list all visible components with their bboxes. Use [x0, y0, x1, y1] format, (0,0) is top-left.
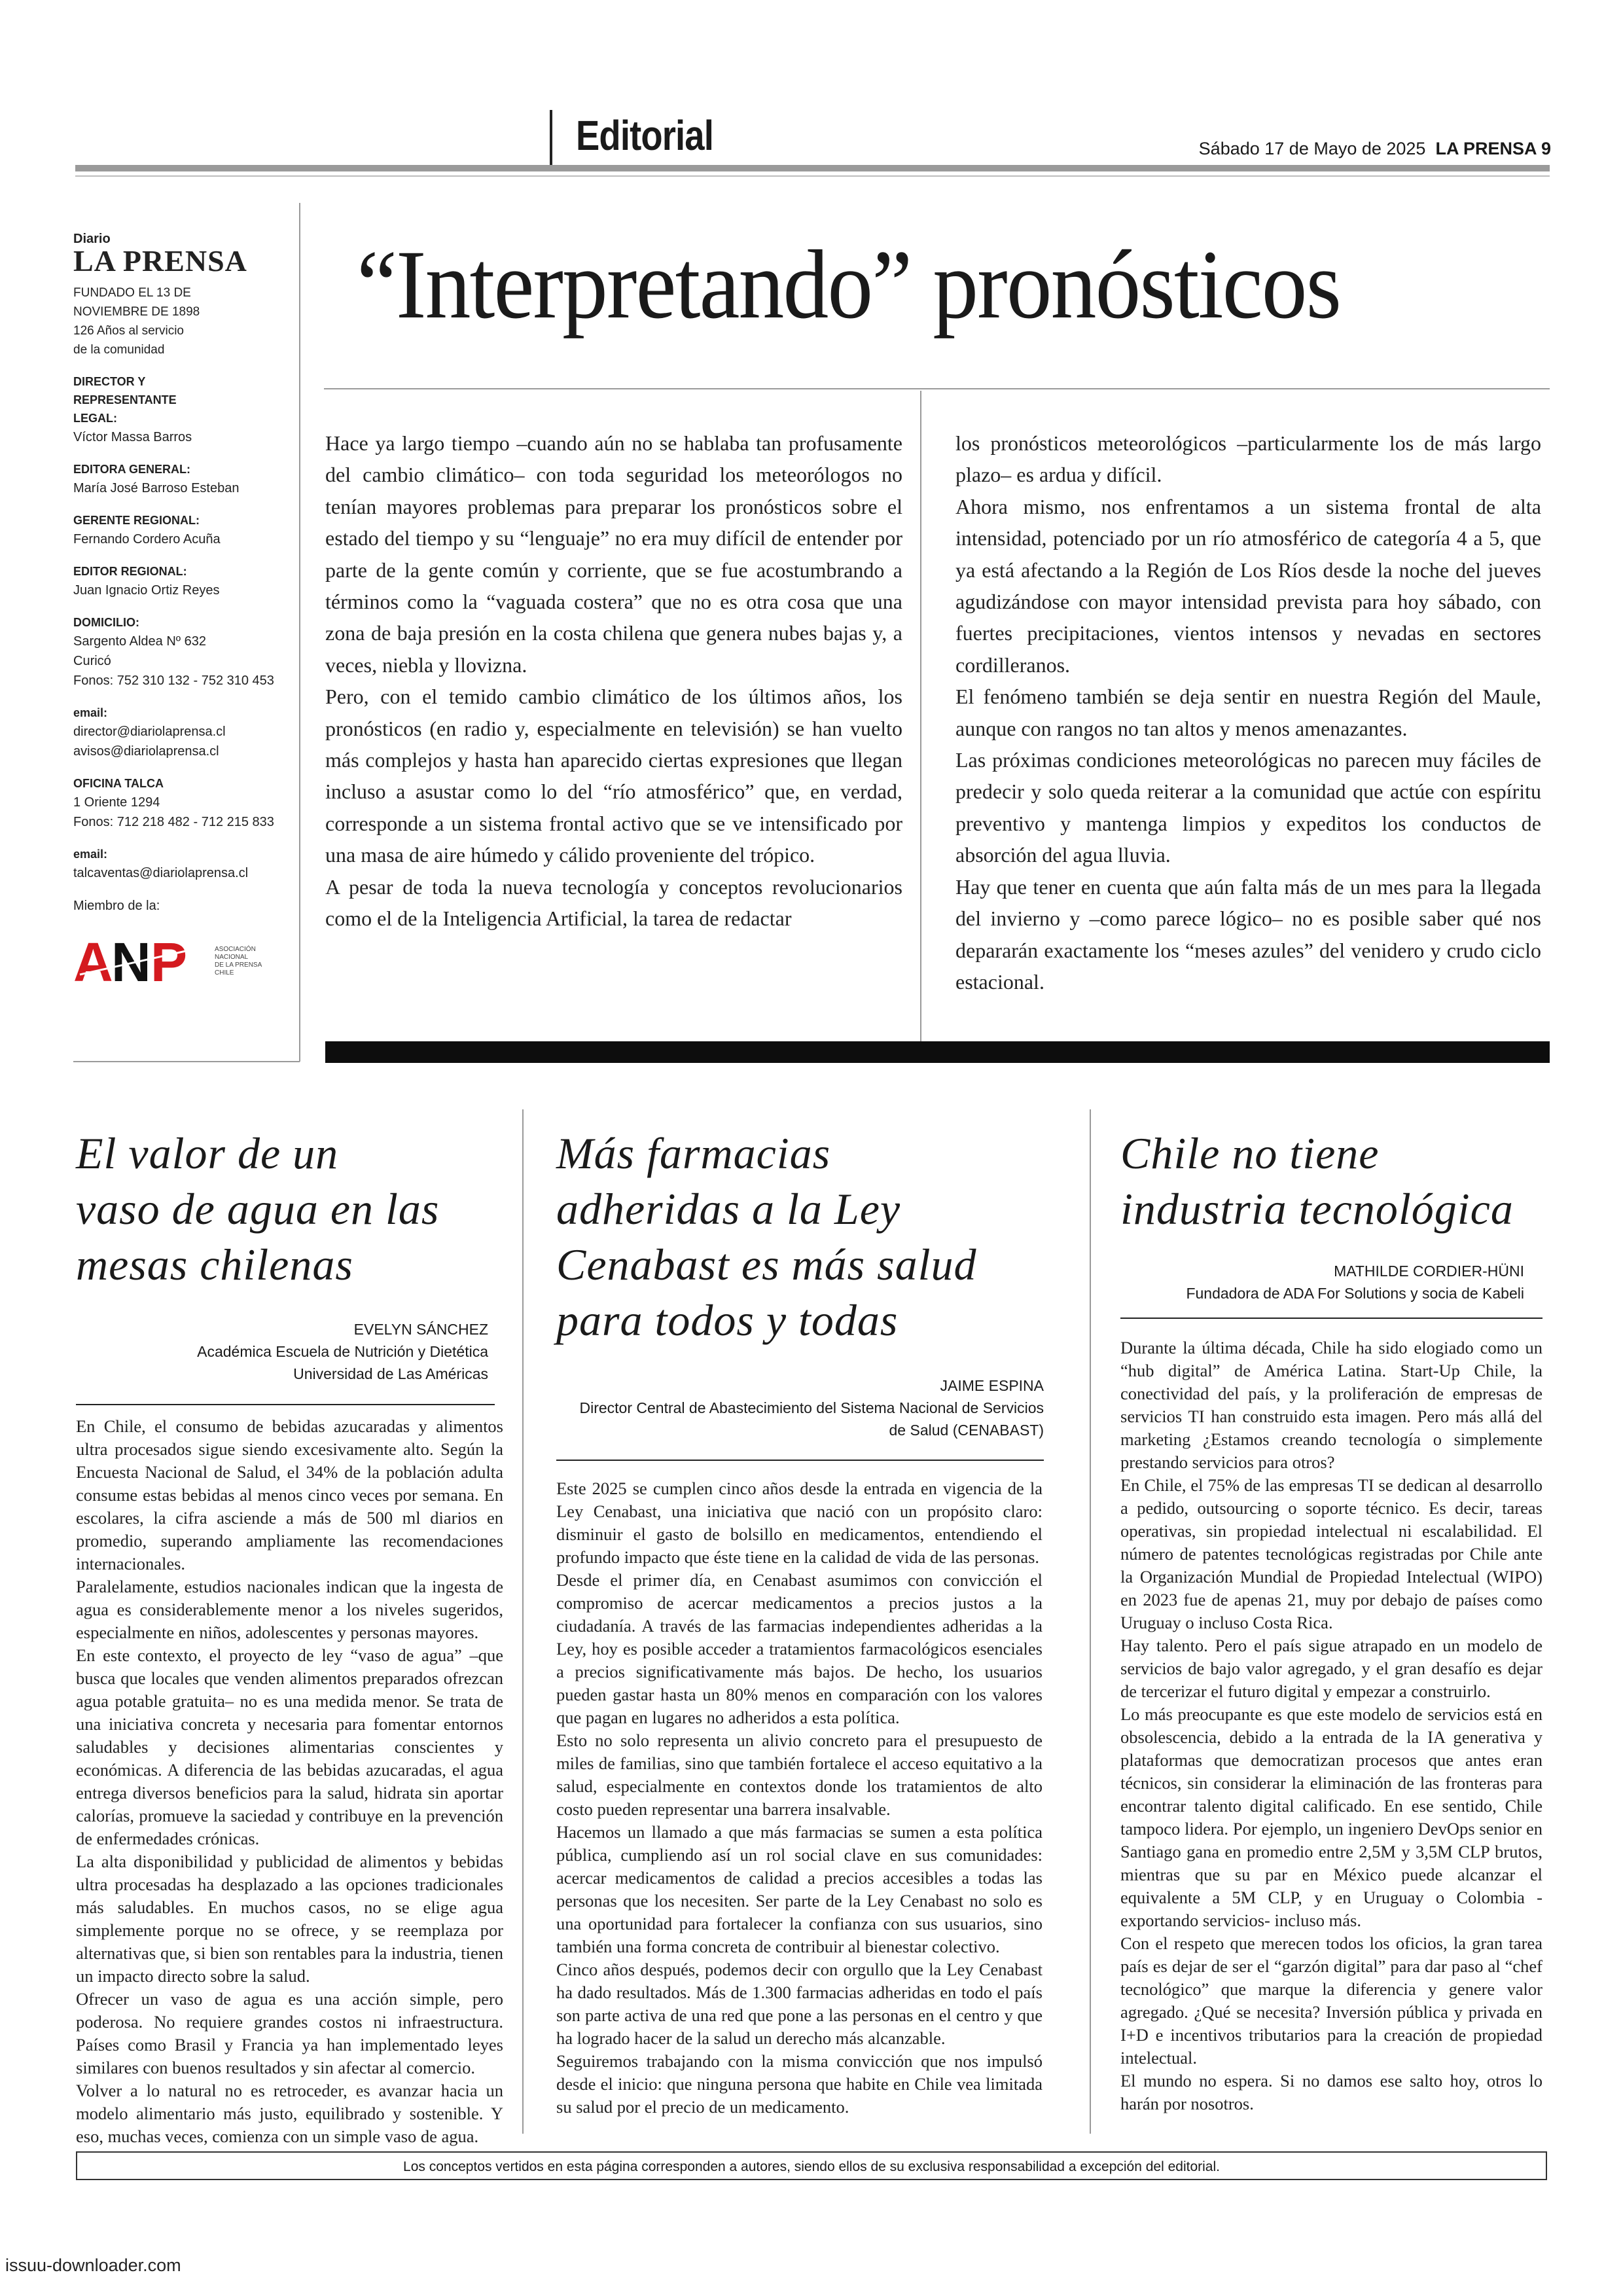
- opinion-3-byline: [1120, 1260, 1524, 1304]
- masthead: [73, 232, 296, 988]
- editor-name: Juan Ignacio Ortiz Reyes: [73, 583, 220, 598]
- paragraph: Hay talento. Pero el país sigue atrapado en un modelo de servicios de bajo valor agregado, y el gran desafío es dejar de tercerizar el futuro digital y empezar a construirlo.: [1120, 1636, 1543, 1701]
- paragraph: El mundo no espera. Si no damos ese salto hoy, otros lo harán por nosotros.: [1120, 2071, 1543, 2113]
- paragraph: Esto no solo representa un alivio concreto para el presupuesto de miles de familias, sino que también fortalece el acceso equitativo a la salud, especialmente en contextos donde los tratamientos de alto costo pueden representar una barrera insalvable.: [556, 1731, 1043, 1819]
- masthead-name: LA PRENSA: [73, 244, 247, 278]
- opinion-1-body: [76, 1415, 503, 2148]
- author-name: MATHILDE CORDIER-HÜNI: [1334, 1263, 1524, 1280]
- oficina-label: OFICINA TALCA: [73, 777, 164, 790]
- title-line: vaso de agua en las: [76, 1184, 440, 1234]
- paragraph: En este contexto, el proyecto de ley “vaso de agua” –que busca que locales que venden alimentos preparados ofrezcan agua potable gratuita– no es una medida menor. Se trata de una iniciativa concreta y necesaria para fomentar entornos saludables y decisiones alimentarias conscientes y económicas. A diferencia de las bebidas azucaradas, el agua entrega diversos beneficios para la salud, hidrata sin aportar calorías, promueve la saciedad y contribuye en la prevención de enfermedades crónicas.: [76, 1645, 503, 1848]
- header-rule-thin: [75, 175, 1550, 177]
- opinion-2-body: [556, 1477, 1043, 2119]
- opinion-2-title: [556, 1126, 1054, 1348]
- founded-line: FUNDADO EL 13 DE: [73, 286, 191, 300]
- editor-label: EDITOR REGIONAL:: [73, 565, 187, 578]
- editora-label: EDITORA GENERAL:: [73, 463, 191, 476]
- paragraph: Ofrecer un vaso de agua es una acción simple, pero poderosa. No requiere grandes costos ni infraestructura. Países como Brasil y Francia ya han implementado leyes similares con buenos resultados y sin afectar al comercio.: [76, 1989, 503, 2077]
- oficina-line: Fonos: 712 218 482 - 712 215 833: [73, 815, 274, 829]
- masthead-bottom-rule: [73, 1061, 300, 1062]
- miembro-label: Miembro de la:: [73, 899, 160, 913]
- column-divider: [522, 1109, 524, 2134]
- title-line: adheridas a la Ley: [556, 1184, 901, 1234]
- founded-line: 126 Años al servicio: [73, 324, 184, 338]
- paper-page-number: LA PRENSA 9: [1435, 139, 1551, 158]
- paragraph: Hace ya largo tiempo –cuando aún no se hablaba tan profusamente del cambio climático– con toda seguridad los meteorólogos no tenían mayores problemas para preparar los pronósticos sobre el estado del tiempo y su “lenguaje” no era muy difícil de entender por parte de la gente común y corriente, que se fue acostumbrando a términos como la “vaguada costera” que no es otra cosa que una zona de baja presión en la costa chilena que genera nubes bajas y, a veces, niebla y lloviznа.: [325, 431, 902, 677]
- paragraph: Desde el primer día, en Cenabast asumimos con convicción el compromiso de acercar medicamentos a precios justos a la ciudadanía. A través de las farmacias independientes adheridas a la Ley, hoy es posible acceder a tratamientos farmacológicos esenciales a precios significativamente más bajos. De hecho, los usuarios pueden gastar hasta un 80% menos en comparación con los valores que pagan en lugares no adheridos a esta política.: [556, 1570, 1043, 1727]
- section-title: Editorial: [576, 112, 713, 159]
- masthead-gerente: [73, 511, 296, 549]
- title-line: Chile no tiene: [1120, 1128, 1380, 1178]
- gerente-name: Fernando Cordero Acuña: [73, 532, 221, 547]
- masthead-email2: [73, 845, 296, 883]
- paragraph: Seguiremos trabajando con la misma convicción que nos impulsó desde el inicio: que ninguna persona que habite en Chile vea limitada su salud por el precio de un medicamento.: [556, 2051, 1043, 2117]
- paragraph: Lo más preocupante es que este modelo de servicios está en obsolescencia, debido a la entrada de la IA generativa y plataformas que democratizan procesos que antes eran técnicos, sin considerar la eliminación de las fronteras para encontrar talento digital calificado. En ese sentido, Chile tampoco lidera. Por ejemplo, un ingeniero DevOps senior en Santiago gana en promedio entre 2,5M y 3,5M CLP brutos, mientras que su par en México puede alcanzar el equivalente a 5M CLP, y en Uruguay o Colombia -exportando servicios- incluso más.: [1120, 1704, 1543, 1930]
- page-date: [1199, 139, 1551, 159]
- paragraph: Pero, con el temido cambio climático de los últimos años, los pronósticos (en radio y, especialmente en televisión) se han vuelto más complejos y hasta han aparecido ciertas expresiones que llegan incluso a asustar como lo del “río atmosférico” que, en verdad, corresponde a un sistema frontal activo que se ve intensificado por una masa de aire húmedo y cálido proveniente del trópico.: [325, 685, 902, 867]
- paragraph: Cinco años después, podemos decir con orgullo que la Ley Cenabast ha dado resultados. Más de 1.300 farmacias adheridas en todo el país son parte activa de una red que pone a las personas en el centro y que ha logrado hacer de la salud un derecho más alcanzable.: [556, 1960, 1043, 2048]
- founded-line: de la comunidad: [73, 343, 165, 357]
- title-line: El valor de un: [76, 1128, 339, 1178]
- anp-logo: [73, 935, 296, 988]
- anp-text-line: DE LA PRENSA: [215, 961, 262, 969]
- anp-text-line: CHILE: [215, 969, 234, 977]
- author-role: de Salud (CENABAST): [889, 1422, 1044, 1439]
- anp-text-line: NACIONAL: [215, 954, 249, 961]
- director-label: DIRECTOR Y REPRESENTANTE LEGAL:: [73, 375, 177, 425]
- editorial-column-divider: [920, 391, 921, 1042]
- paragraph: En Chile, el consumo de bebidas azucaradas y alimentos ultra procesados sigue siendo excesivamente alto. Según la Encuesta Nacional de Salud, el 34% de la población adulta consume estas bebidas al menos cinco veces por semana. En escolares, la cifra asciende a más de 500 ml diarios en promedio, superando ampliamente las recomendaciones internacionales.: [76, 1416, 503, 1573]
- title-line: mesas chilenas: [76, 1240, 353, 1289]
- author-role: Universidad de Las Américas: [293, 1365, 488, 1382]
- masthead-diario: Diario: [73, 232, 111, 246]
- masthead-editora: [73, 460, 296, 498]
- author-role: Director Central de Abastecimiento del Sistema Nacional de Servicios: [579, 1399, 1044, 1416]
- anp-text-line: ASOCIACIÓN: [215, 946, 256, 953]
- domicilio-line: Sargento Aldea Nº 632: [73, 634, 207, 649]
- paragraph: Este 2025 se cumplen cinco años desde la entrada en vigencia de la Ley Cenabast, una iniciativa que nació con un propósito claro: disminuir el gasto de bolsillo en medicamentos, entendiendo el profundo impacto que éste tiene en la calidad de vida de las personas.: [556, 1479, 1043, 1567]
- paragraph: La alta disponibilidad y publicidad de alimentos y bebidas ultra procesadas ha desplazado a las opciones tradicionales más saludables. En muchos casos, no se elige agua simplemente porque no se ofrece, y se reemplaza por alternativas que, si bien son rentables para la industria, tienen un impacto directo sobre la salud.: [76, 1852, 503, 1986]
- founded-line: NOVIEMBRE DE 1898: [73, 305, 200, 319]
- email-link[interactable]: avisos@diariolaprensa.cl: [73, 744, 219, 759]
- email-link[interactable]: talcaventas@diariolaprensa.cl: [73, 866, 249, 880]
- opinion-1-byline: [76, 1318, 488, 1385]
- editorial-title: “Interpretando” pronósticos: [357, 230, 1341, 339]
- editorial-column-1: [325, 427, 902, 935]
- gerente-label: GERENTE REGIONAL:: [73, 514, 200, 527]
- paragraph: Paralelamente, estudios nacionales indican que la ingesta de agua es considerablemente menor a los niveles sugeridos, especialmente en niños, adolescentes y personas mayores.: [76, 1577, 503, 1642]
- opinion-3-title: [1120, 1126, 1565, 1237]
- paragraph: Hay que tener en cuenta que aún falta más de un mes para la llegada del invierno y –como parece lógico– no es posible saber qué nos depararán exactamente los “meses azules” del venidero y crudo ciclo estacional.: [955, 874, 1541, 994]
- masthead-oficina: [73, 774, 296, 832]
- date-text: Sábado 17 de Mayo de 2025: [1198, 139, 1426, 158]
- paragraph: Volver a lo natural no es retroceder, es avanzar hacia un modelo alimentario más justo, equilibrado y sostenible. Y eso, muchas veces, comienza con un simple vaso de agua.: [76, 2081, 503, 2146]
- oficina-line: 1 Oriente 1294: [73, 795, 160, 810]
- paragraph: En Chile, el 75% de las empresas TI se dedican al desarrollo a pedido, outsourcing o soporte técnico. Es decir, tareas operativas, sin propiedad intelectual ni escalabilidad. El número de patentes tecnológicas registradas por Chile ante la Organización Mundial de Propiedad Intelectual (WIPO) en 2023 fue de apenas 21, muy por debajo de países como Uruguay o incluso Costa Rica.: [1120, 1475, 1543, 1632]
- editorial-bottom-bar: [325, 1041, 1550, 1063]
- masthead-divider: [299, 203, 300, 1062]
- editorial-title-rule: [324, 388, 1550, 389]
- masthead-director: [73, 372, 296, 447]
- masthead-editor: [73, 562, 296, 600]
- opinion-3-rule: [1120, 1318, 1543, 1319]
- domicilio-label: DOMICILIO:: [73, 616, 139, 629]
- editorial-column-2: [955, 427, 1541, 997]
- svg-text:P: P: [151, 935, 188, 988]
- paragraph: Con el respeto que merecen todos los oficios, la gran tarea país es dejar de ser el “garzón digital” para dar paso al “chef tecnológico” que marque la diferencia y genere valor agregado. ¿Qué se necesita? Inversión pública y privada en I+D e incentivos tributarios para la creación de propiedad intelectual.: [1120, 1933, 1543, 2068]
- opinion-2-byline: [556, 1374, 1044, 1441]
- email-link[interactable]: director@diariolaprensa.cl: [73, 725, 226, 739]
- masthead-domicilio: [73, 613, 296, 691]
- masthead-email: [73, 704, 296, 761]
- author-role: Académica Escuela de Nutrición y Dietética: [197, 1343, 488, 1360]
- paragraph: Ahora mismo, nos enfrentamos a un sistema frontal de alta intensidad, potenciado por un río atmosférico de categoría 4 a 5, que ya está afectando a la Región de Los Ríos desde la noche del jueves agudizándose con mayor intensidad prevista para hoy sábado, con fuertes precipitaciones, vientos intensos y nevadas en sectores cordilleranos.: [955, 494, 1541, 677]
- header-rule: [75, 165, 1550, 171]
- anp-logo-icon: [73, 935, 211, 988]
- title-line: para todos y todas: [556, 1295, 899, 1345]
- editora-name: María José Barroso Esteban: [73, 481, 240, 495]
- author-name: EVELYN SÁNCHEZ: [353, 1321, 488, 1338]
- svg-text:N: N: [111, 935, 151, 988]
- title-line: Cenabast es más salud: [556, 1240, 977, 1289]
- opinion-3-body: [1120, 1336, 1543, 2115]
- domicilio-line: Curicó: [73, 654, 111, 668]
- disclaimer-box: Los conceptos vertidos en esta página corresponden a autores, siendo ellos de su exclusiva responsabilidad a excepción del editorial.: [76, 2151, 1547, 2180]
- opinion-1-rule: [76, 1404, 495, 1405]
- author-name: JAIME ESPINA: [940, 1377, 1044, 1394]
- paragraph: Durante la última década, Chile ha sido elogiado como un “hub digital” de América Latina. Start-Up Chile, la conectividad del país, y la proliferación de empresas de servicios TI han construido esta imagen. Pero más allá del marketing ¿Estamos creando tecnología o simplemente prestando servicios para otros?: [1120, 1338, 1543, 1472]
- masthead-founded: [73, 283, 296, 359]
- title-line: Más farmacias: [556, 1128, 831, 1178]
- email2-label: email:: [73, 848, 108, 861]
- email-label: email:: [73, 706, 108, 719]
- header-divider: [550, 110, 552, 170]
- paragraph: los pronósticos meteorológicos –particularmente los de más largo plazo– es ardua y difícil.: [955, 431, 1541, 487]
- paragraph: Hacemos un llamado a que más farmacias se sumen a esta política pública, cumpliendo así un rol social clave en sus comunidades: acercar medicamentos de calidad a precios accesibles a todas las personas que los necesiten. Ser parte de la Ley Cenabast no solo es una oportunidad para fortalecer la confianza con sus usuarios, sino también una forma concreta de contribuir al bienestar colectivo.: [556, 1822, 1043, 1956]
- director-name: Víctor Massa Barros: [73, 430, 192, 444]
- paragraph: El fenómeno también se deja sentir en nuestra Región del Maule, aunque con rangos no tan altos y menos amenazantes.: [955, 685, 1541, 740]
- paragraph: A pesar de toda la nueva tecnología y conceptos revolucionarios como el de la Inteligencia Artificial, la tarea de redactar: [325, 874, 902, 931]
- opinion-1-title: [76, 1126, 501, 1293]
- watermark-text: issuu-downloader.com: [5, 2255, 181, 2275]
- paragraph: Las próximas condiciones meteorológicas no parecen muy fáciles de predecir y solo queda reiterar a la comunidad que actúe con espíritu preventivo y mantenga limpios y expeditos los conductos de absorción del agua lluvia.: [955, 748, 1541, 867]
- author-role: Fundadora de ADA For Solutions y socia de Kabeli: [1186, 1285, 1524, 1302]
- anp-logo-text: [215, 946, 262, 977]
- opinion-2-rule: [556, 1460, 1044, 1461]
- domicilio-line: Fonos: 752 310 132 - 752 310 453: [73, 673, 274, 688]
- column-divider: [1090, 1109, 1091, 2134]
- title-line: industria tecnológica: [1120, 1184, 1514, 1234]
- svg-text:A: A: [73, 935, 113, 988]
